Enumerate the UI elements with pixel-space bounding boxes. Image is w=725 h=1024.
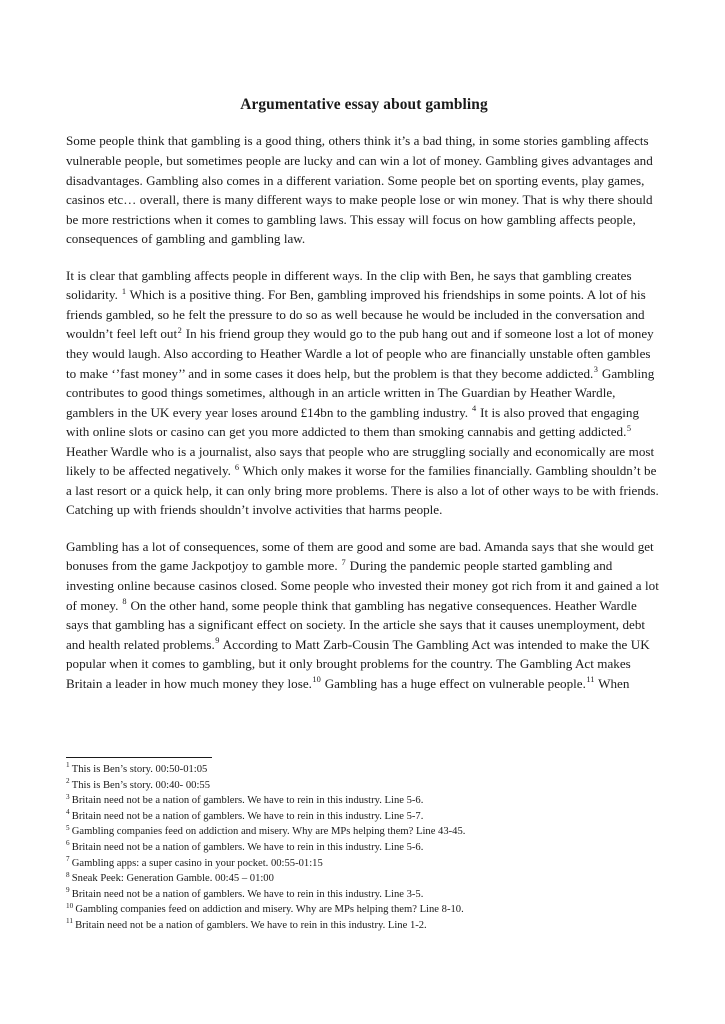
footnote-marker-2[interactable]: 2 <box>177 326 182 336</box>
footnote-item <box>66 871 662 887</box>
paragraph-intro <box>66 131 662 248</box>
footnote-text: Gambling companies feed on addiction and misery. Why are MPs helping them? Line 8-10. <box>75 904 464 916</box>
text-run: Which only makes it worse for the families financially. Gambling shouldn’t be a last resort or a quick help, it can only bring more problems. There is also a lot of other ways to be with friends. Catching up with friends shouldn’t involve activities that harms people. <box>66 463 659 518</box>
footnote-item <box>66 809 662 825</box>
footnote-text: Britain need not be a nation of gamblers. We have to rein in this industry. Line 3-5. <box>71 888 424 900</box>
footnote-marker-3[interactable]: 3 <box>593 365 598 375</box>
footnote-item <box>66 778 662 794</box>
footnote-text: Britain need not be a nation of gamblers. We have to rein in this industry. Line 5-7. <box>71 810 424 822</box>
footnote-text: Britain need not be a nation of gamblers. We have to rein in this industry. Line 5-6. <box>71 795 424 807</box>
footnotes-section <box>66 757 662 934</box>
footnote-item <box>66 824 662 840</box>
footnote-item <box>66 902 662 918</box>
footnote-text: Britain need not be a nation of gamblers. We have to rein in this industry. Line 1-2. <box>75 919 427 931</box>
footnote-text: Gambling apps: a super casino in your pocket. 00:55-01:15 <box>71 857 323 869</box>
footnote-separator-rule <box>66 757 212 758</box>
paragraph-effects <box>66 266 662 520</box>
text-run: Gambling has a lot of consequences, some of them are good and some are bad. Amanda says that she would get bonuses from the game Jackpotjoy to gamble more. <box>66 538 654 574</box>
text-run: In his friend group they would go to the pub hang out and if someone lost a lot of money they would laugh. Also according to Heather Wardle a lot of people who are financially unstable often gambles to make ‘’fast money’’ and in some cases it does help, but the problem is that they become addicted. <box>66 326 654 381</box>
footnote-list <box>66 762 662 934</box>
footnote-item <box>66 840 662 856</box>
footnote-marker-5[interactable]: 5 <box>626 423 632 433</box>
footnote-text: This is Ben’s story. 00:40- 00:55 <box>71 779 210 791</box>
text-run: Heather Wardle who is a journalist, also says that people who are struggling socially and economically are most likely to be affected negatively. <box>66 443 655 479</box>
paragraph-container <box>66 131 662 693</box>
footnote-text: This is Ben’s story. 00:50-01:05 <box>71 764 208 775</box>
footnote-number-10[interactable]: 10 <box>66 901 74 910</box>
footnote-item <box>66 918 662 934</box>
footnote-number-7[interactable]: 7 <box>66 855 70 864</box>
footnote-number-4[interactable]: 4 <box>66 808 70 817</box>
footnote-number-6[interactable]: 6 <box>66 839 70 848</box>
footnote-number-11[interactable]: 11 <box>66 917 73 926</box>
footnote-marker-9[interactable]: 9 <box>215 636 220 646</box>
footnote-item <box>66 762 662 778</box>
text-run: According to Matt Zarb-Cousin The Gambling Act was intended to make the UK popular when it comes to gambling, but it only brought problems for the country. The Gambling Act makes Britain a leader in how much money they lose. <box>66 636 650 691</box>
text-run: Gambling contributes to good things sometimes, although in an article written in The Guardian by Heather Wardle, gamblers in the UK every year loses around £14bn to the gambling industry. <box>66 365 655 420</box>
footnote-item <box>66 793 662 809</box>
text-run: During the pandemic people started gambling and investing online because casinos closed. Some people who invested their money got rich from it and gained a lot of money. <box>66 558 659 613</box>
footnote-marker-6[interactable]: 6 <box>234 462 240 472</box>
text-run: Which is a positive thing. For Ben, gambling improved his friendships in some points. A lot of his friends gambled, so he felt the pressure to do so as well because he would be included in the conversation and wouldn’t feel left out <box>66 287 646 342</box>
text-run: Gambling has a huge effect on vulnerable people. <box>321 675 586 691</box>
text-run: On the other hand, some people think that gambling has negative consequences. Heather Wardle says that gambling has a significant effect on society. In the article she says that it causes unemployment, debt and health related problems. <box>66 597 646 652</box>
footnote-number-2[interactable]: 2 <box>66 777 70 786</box>
footnote-number-1[interactable]: 1 <box>66 761 70 770</box>
footnote-text: Gambling companies feed on addiction and misery. Why are MPs helping them? Line 43-45. <box>71 826 466 838</box>
footnote-number-5[interactable]: 5 <box>66 823 70 832</box>
footnote-number-8[interactable]: 8 <box>66 870 70 879</box>
text-run: When <box>594 675 630 691</box>
footnote-marker-11[interactable]: 11 <box>586 675 595 685</box>
footnote-marker-10[interactable]: 10 <box>312 675 321 685</box>
footnote-number-9[interactable]: 9 <box>66 886 70 895</box>
text-run: It is clear that gambling affects people in different ways. In the clip with Ben, he says that gambling creates solidarity. <box>66 267 632 303</box>
paragraph-consequences <box>66 537 662 693</box>
text-run: It is also proved that engaging with online slots or casino can get you more addicted to them than smoking cannabis and getting addicted. <box>66 404 640 440</box>
footnote-marker-1[interactable]: 1 <box>121 286 126 296</box>
footnote-marker-7[interactable]: 7 <box>341 558 346 568</box>
footnote-item <box>66 887 662 903</box>
footnote-item <box>66 856 662 872</box>
document-body <box>66 96 662 693</box>
footnote-marker-8[interactable]: 8 <box>122 597 127 607</box>
footnote-text: Britain need not be a nation of gamblers. We have to rein in this industry. Line 5-6. <box>71 841 424 853</box>
text-run: Some people think that gambling is a good thing, others think it’s a bad thing, in some stories gambling affects vulnerable people, but sometimes people are lucky and can win a lot of money. Gambling gives advantages and disadvantages. Gambling also comes in a different variation. Some people bet on sporting events, play games, casinos etc… overall, there is many different ways to make people lose or win money. That is why there should be more restrictions when it comes to gambling laws. This essay will focus on how gambling affects people, consequences of gambling and gambling law. <box>66 133 653 247</box>
footnote-marker-4[interactable]: 4 <box>471 404 477 414</box>
page-title: Argumentative essay about gambling <box>240 96 488 113</box>
footnote-number-3[interactable]: 3 <box>66 792 70 801</box>
footnote-text: Sneak Peek: Generation Gamble. 00:45 – 01:00 <box>71 873 274 885</box>
